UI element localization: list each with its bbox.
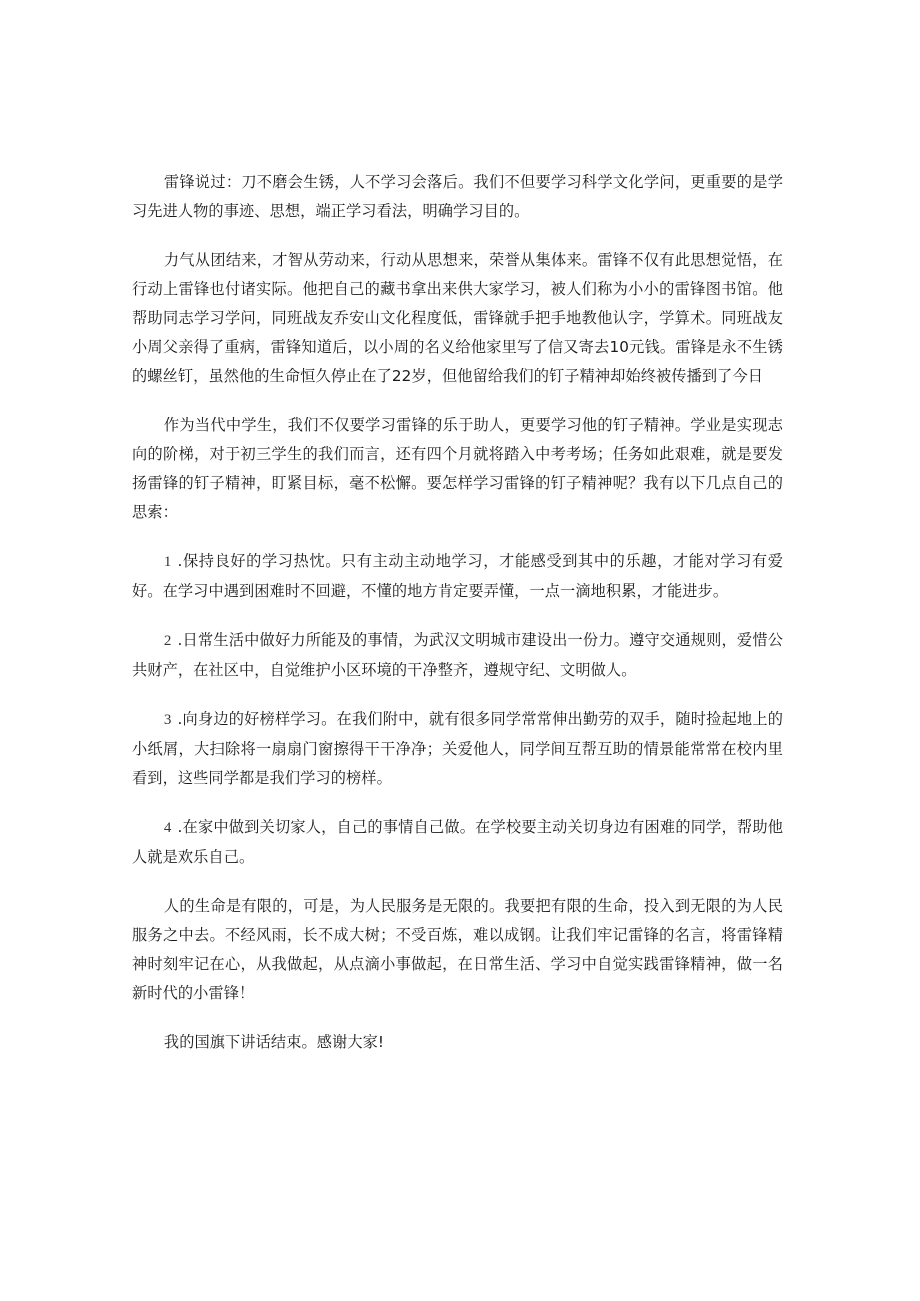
list-item-number: 1 <box>163 554 172 570</box>
list-item-number: 3 <box>163 712 172 728</box>
list-item-number: 4 <box>163 820 172 836</box>
list-item-number: 2 <box>163 633 172 649</box>
list-item-text: .日常生活中做好力所能及的事情，为武汉文明城市建设出一份力。遵守交通规则，爱惜公共财产，在社区中，自觉维护小区环境的干净整齐，遵规守纪、文明做人。 <box>132 631 783 679</box>
paragraph-nail-spirit: 作为当代中学生，我们不仅要学习雷锋的乐于助人，更要学习他的钉子精神。学业是实现志向的阶梯，对于初三学生的我们而言，还有四个月就将踏入中考考场；任务如此艰难，就是要发扬雷锋的钉子精神，盯紧目标，毫不松懈。要怎样学习雷锋的钉子精神呢？我有以下几点自己的思索： <box>132 416 783 521</box>
list-item <box>132 547 783 606</box>
paragraph-closing: 我的国旗下讲话结束。感谢大家! <box>163 1033 385 1051</box>
list-item-text: .向身边的好榜样学习。在我们附中，就有很多同学常常伸出勤劳的双手，随时捡起地上的小纸屑，大扫除将一扇扇门窗擦得干干净净；关爱他人，同学间互帮互助的情景能常常在校内里看到，这些同学都是我们学习的榜样。 <box>132 710 783 787</box>
document-body <box>132 168 783 1077</box>
list-item <box>132 626 783 685</box>
paragraph-conclusion: 人的生命是有限的，可是，为人民服务是无限的。我要把有限的生命，投入到无限的为人民服务之中去。不经风雨，长不成大树；不受百炼，难以成钢。让我们牢记雷锋的名言，将雷锋精神时刻牢记在心，从我做起，从点滴小事做起，在日常生活、学习中自觉实践雷锋精神，做一名新时代的小雷锋！ <box>132 897 783 1002</box>
list-item <box>132 813 783 872</box>
list-item <box>132 705 783 793</box>
paragraph-lei-feng-deeds: 力气从团结来，才智从劳动来，行动从思想来，荣誉从集体来。雷锋不仅有此思想觉悟，在行动上雷锋也付诸实际。他把自己的藏书拿出来供大家学习，被人们称为小小的雷锋图书馆。他帮助同志学习学问，同班战友乔安山文化程度低，雷锋就手把手地教他认字，学算术。同班战友小周父亲得了重病，雷锋知道后，以小周的名义给他家里写了信又寄去10元钱。雷锋是永不生锈的螺丝钉，虽然他的生命恒久停止在了22岁，但他留给我们的钉子精神却始终被传播到了今日 <box>132 251 783 385</box>
paragraph-study-motto: 雷锋说过：刀不磨会生锈，人不学习会落后。我们不但要学习科学文化学问，更重要的是学习先进人物的事迹、思想，端正学习看法，明确学习目的。 <box>132 173 783 220</box>
list-item-text: .保持良好的学习热忱。只有主动主动地学习，才能感受到其中的乐趣，才能对学习有爱好。在学习中遇到困难时不回避，不懂的地方肯定要弄懂，一点一滴地积累，才能进步。 <box>132 552 783 600</box>
list-item-text: .在家中做到关切家人，自己的事情自己做。在学校要主动关切身边有困难的同学，帮助他人就是欢乐自己。 <box>132 818 783 866</box>
